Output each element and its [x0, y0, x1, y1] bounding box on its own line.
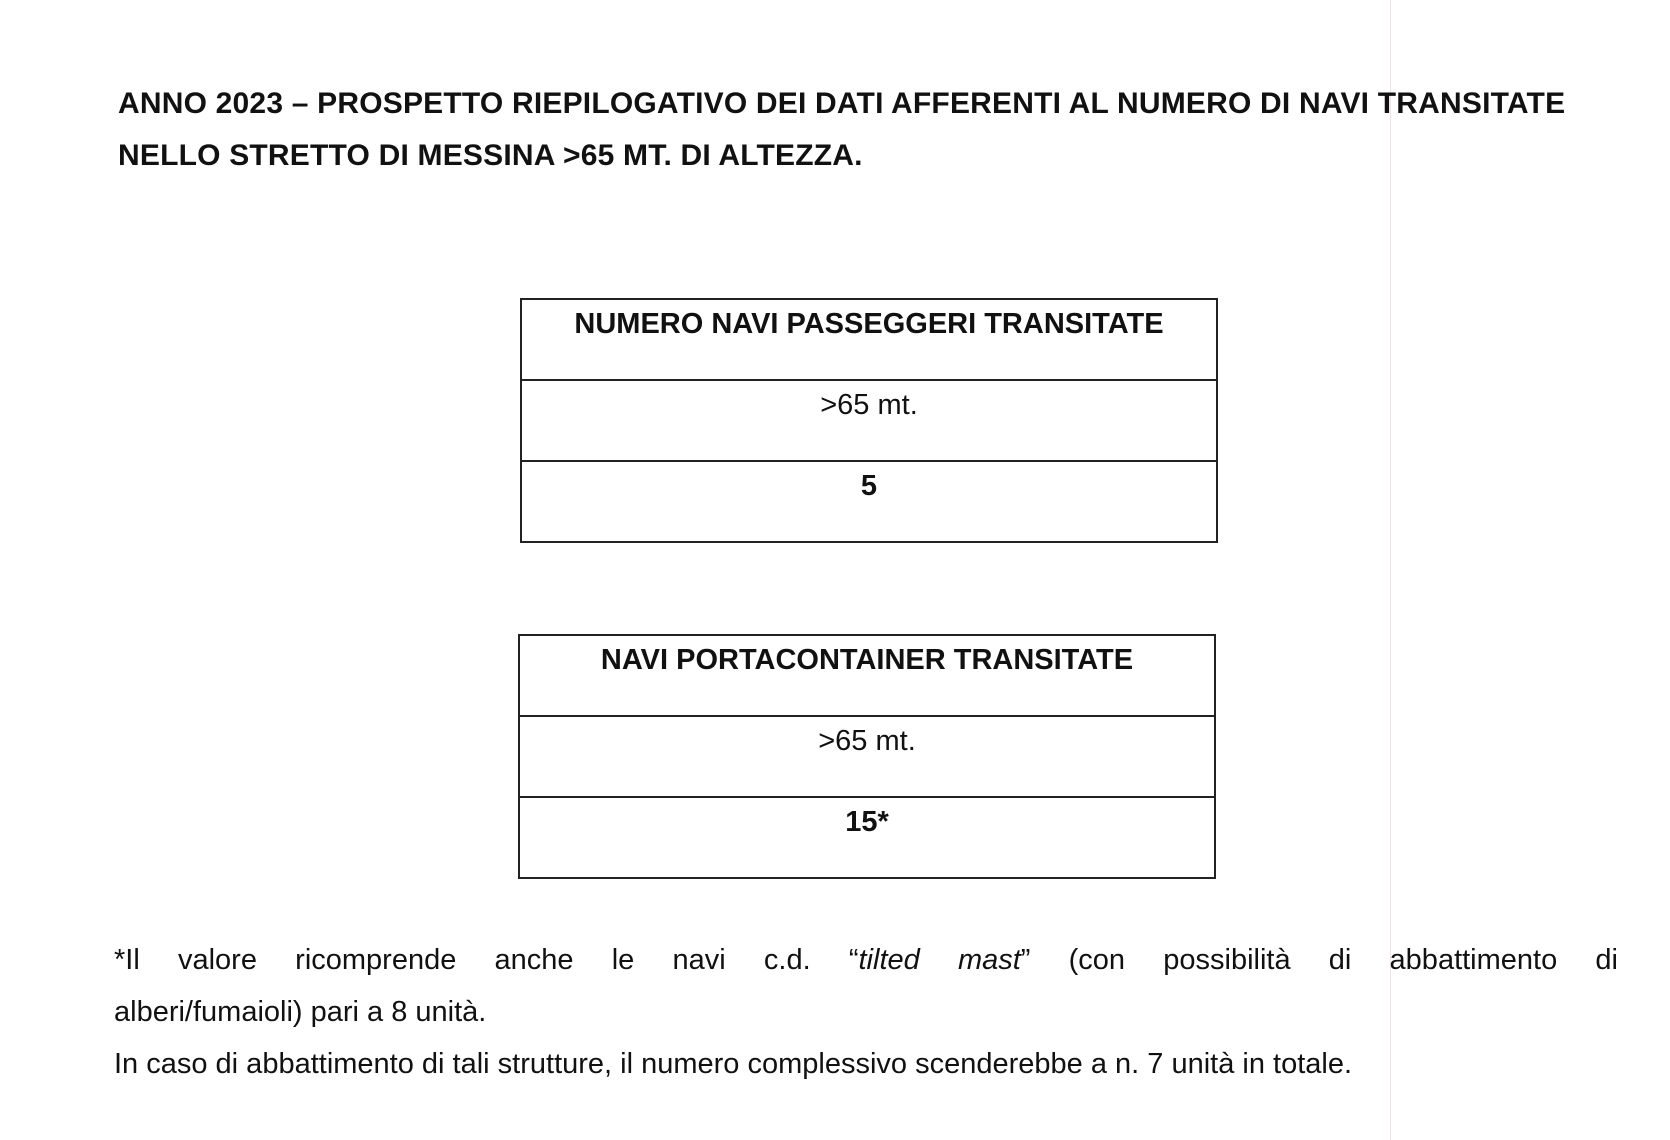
- footnote-line-1: [114, 934, 1618, 986]
- footnote-italic-term: tilted mast: [858, 944, 1021, 976]
- container-ships-table: [518, 634, 1216, 879]
- footnote-line-1-end: ” (con possibilità di abbattimento di: [1020, 944, 1618, 976]
- footnote: [114, 934, 1618, 1090]
- container-table-height-label: >65 mt.: [519, 716, 1215, 797]
- table-row: [521, 461, 1217, 542]
- passenger-table-header: NUMERO NAVI PASSEGGERI TRANSITATE: [521, 299, 1217, 380]
- passenger-table-value: 5: [521, 461, 1217, 542]
- table-row: [519, 635, 1215, 716]
- passenger-table-height-label: >65 mt.: [521, 380, 1217, 461]
- document-title-line-2: NELLO STRETTO DI MESSINA >65 MT. DI ALTEZZA.: [118, 139, 863, 172]
- footnote-line-1-start: *Il valore ricomprende anche le navi c.d. “: [114, 944, 859, 976]
- document-title-line-1: ANNO 2023 – PROSPETTO RIEPILOGATIVO DEI DATI AFFERENTI AL NUMERO DI NAVI TRANSITATE: [118, 87, 1566, 120]
- passenger-ships-table: [520, 298, 1218, 543]
- container-table-value: 15*: [519, 797, 1215, 878]
- footnote-line-3: In caso di abbattimento di tali strutture, il numero complessivo scenderebbe a n. 7 unità in totale.: [114, 1048, 1353, 1080]
- footnote-line-2: alberi/fumaioli) pari a 8 unità.: [114, 996, 487, 1028]
- table-row: [519, 716, 1215, 797]
- table-row: [519, 797, 1215, 878]
- document-title: [118, 78, 1618, 182]
- table-row: [521, 299, 1217, 380]
- table-row: [521, 380, 1217, 461]
- container-table-header: NAVI PORTACONTAINER TRANSITATE: [519, 635, 1215, 716]
